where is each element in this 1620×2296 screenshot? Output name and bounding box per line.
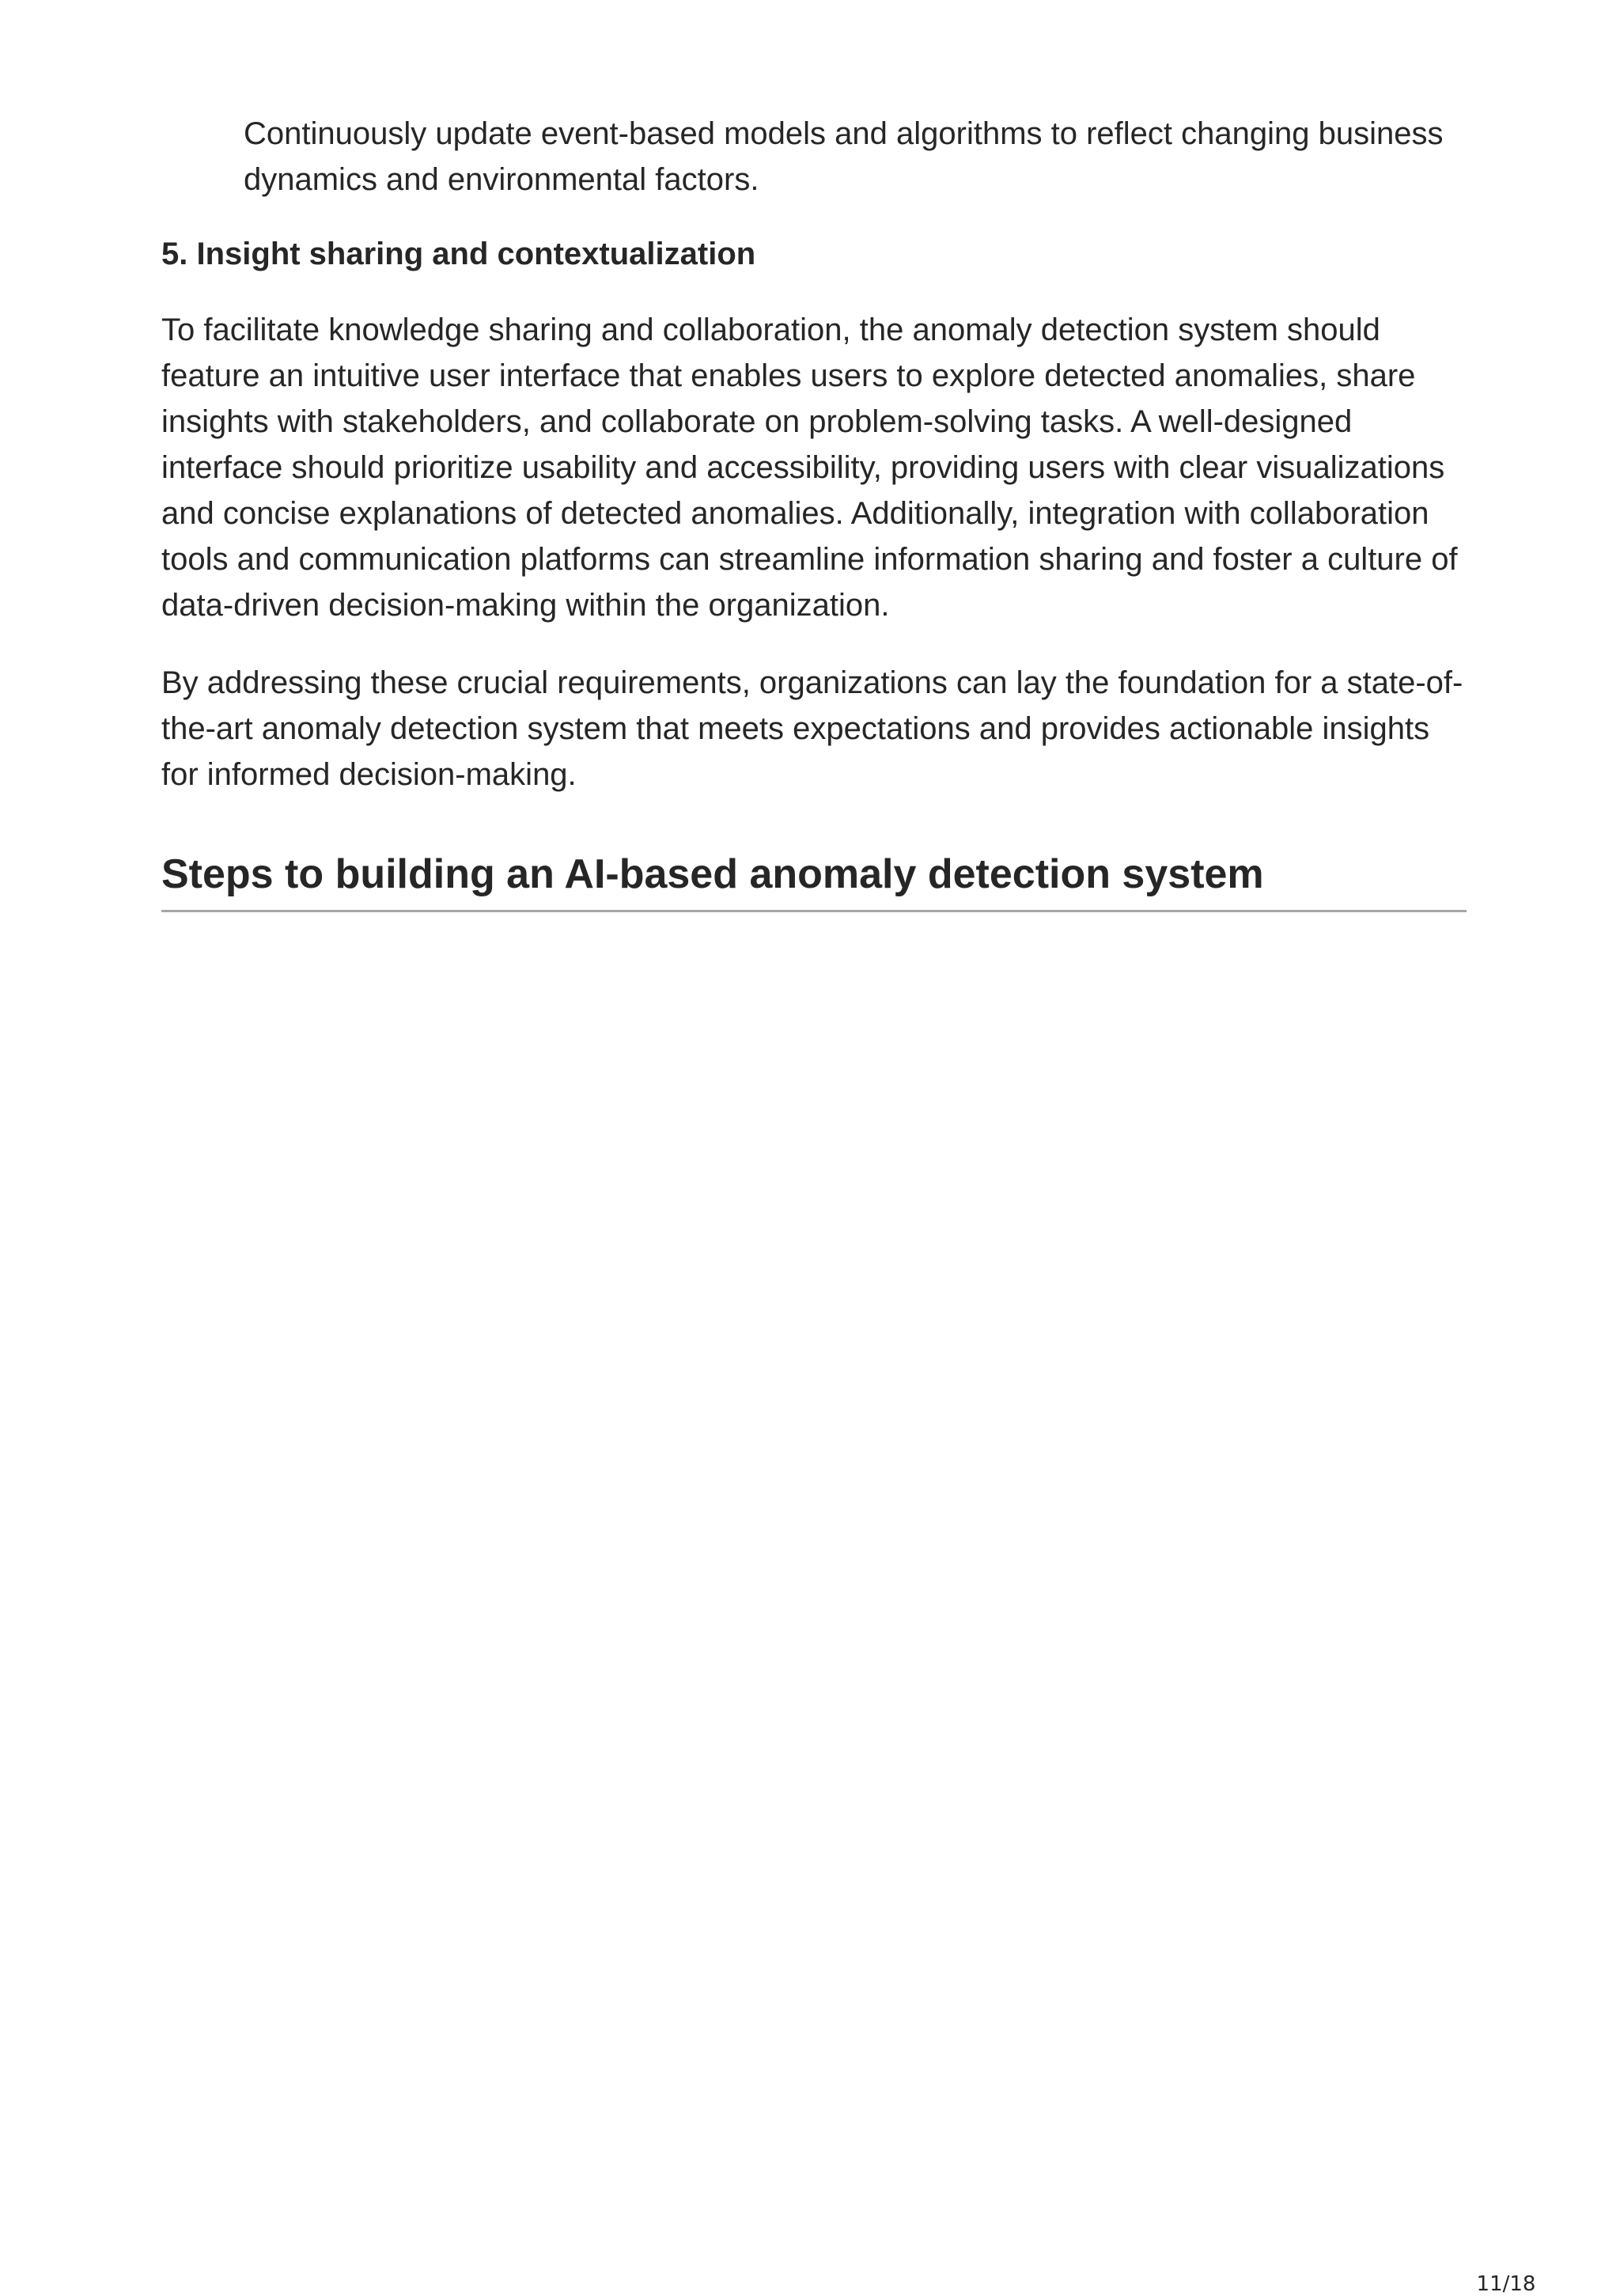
subsection-title: 5. Insight sharing and contextualization bbox=[161, 237, 756, 271]
bullet-continuation-text: Continuously update event-based models and algorithms to reflect changing business dynamics and environmental factors. bbox=[244, 116, 1444, 197]
page-number: 11/18 bbox=[1476, 2272, 1536, 2296]
subsection-paragraph: To facilitate knowledge sharing and collaboration, the anomaly detection system should feature an intuitive user interface that enables users to explore detected anomalies, share insights with stakeholders, and collaborate on problem-solving tasks. A well-designed interface should prioritize usability and accessibility, providing users with clear visualizations and concise explanations of detected anomalies. Additionally, integration with collaboration tools and communication platforms can streamline information sharing and foster a culture of data-driven decision-making within the organization. bbox=[161, 313, 1458, 623]
page-content bbox=[161, 111, 1467, 912]
section-heading: Steps to building an AI-based anomaly detection system bbox=[161, 847, 1467, 912]
closing-paragraph: By addressing these crucial requirements, organizations can lay the foundation for a state-of-the-art anomaly detection system that meets expectations and provides actionable insights for informed decision-making. bbox=[161, 665, 1463, 792]
